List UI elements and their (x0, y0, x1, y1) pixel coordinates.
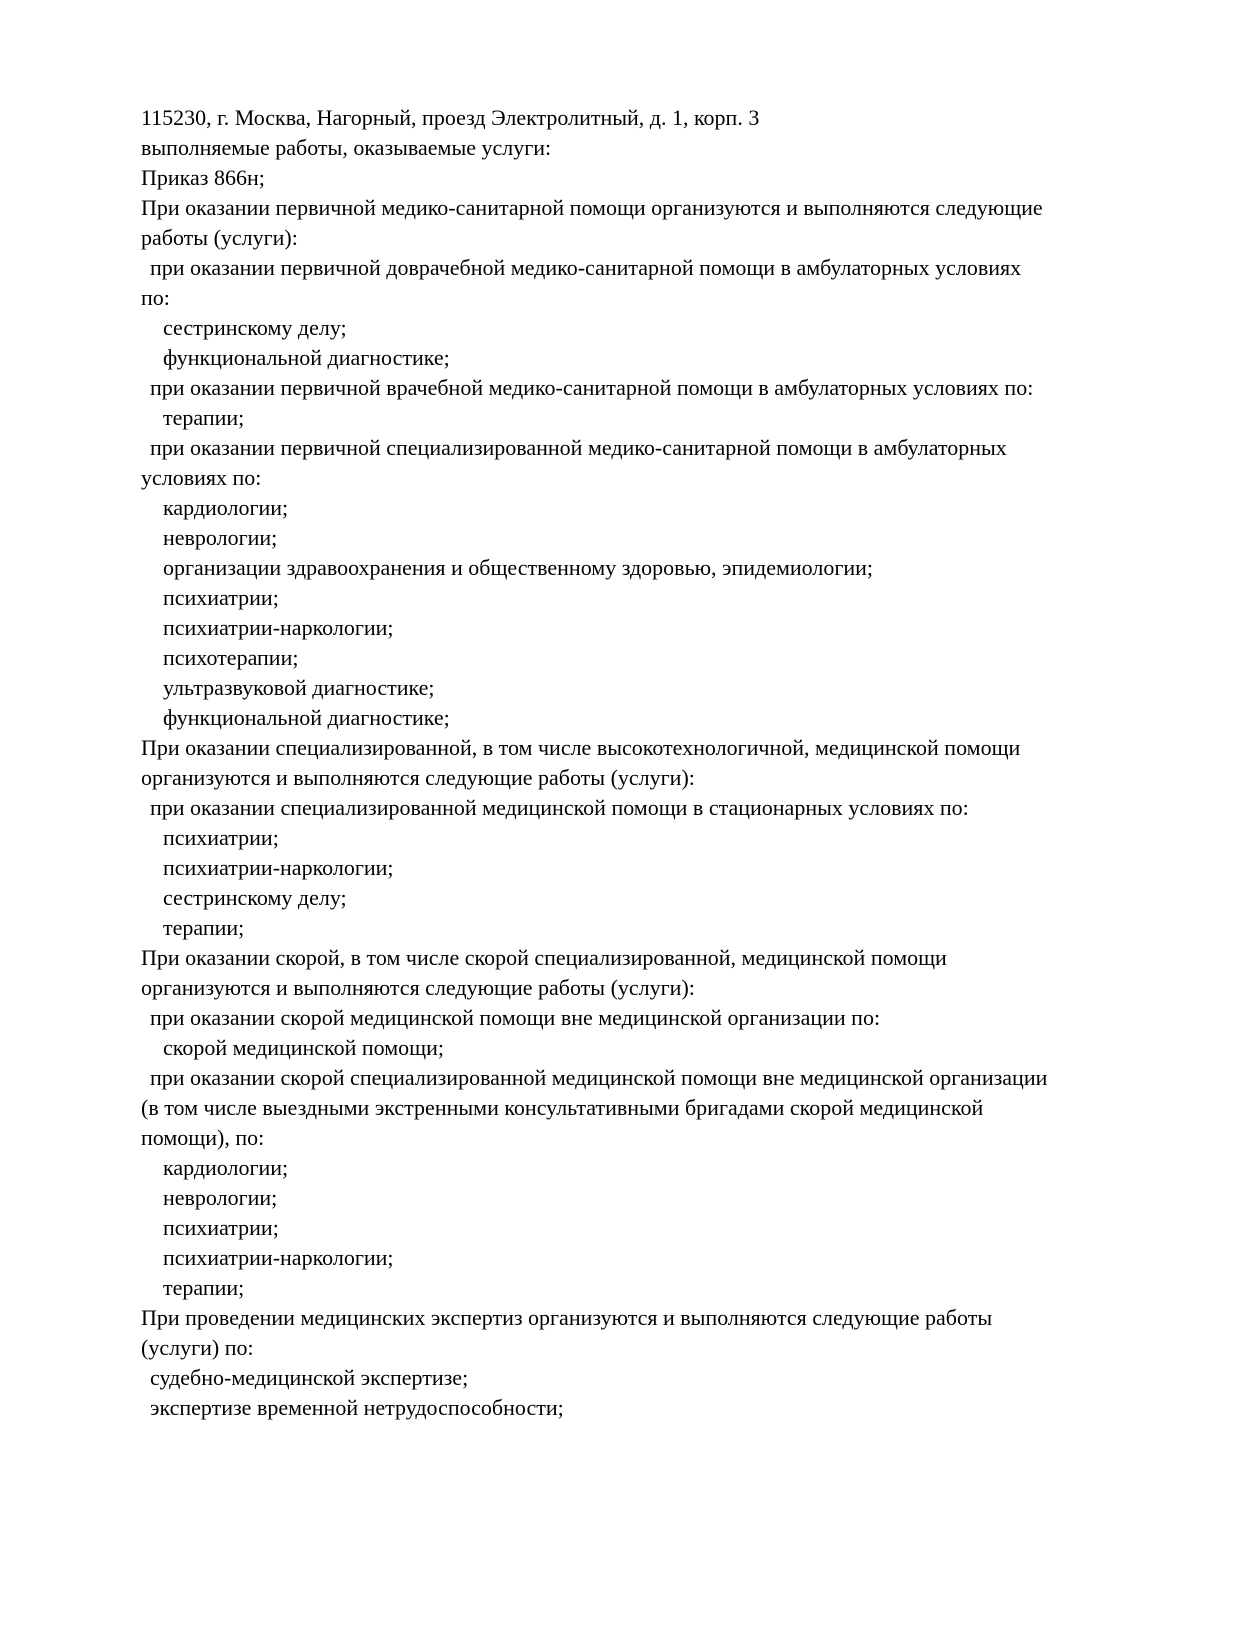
text-line: работы (услуги): (141, 225, 298, 250)
text-line: психиатрии; (163, 1215, 279, 1240)
text-line: психиатрии-наркологии; (163, 855, 394, 880)
text-line: психиатрии-наркологии; (163, 615, 394, 640)
text-line: терапии; (163, 405, 245, 430)
text-line: кардиологии; (163, 495, 289, 520)
text-line: при оказании первичной специализированной медико-санитарной помощи в амбулаторных (150, 435, 1007, 460)
text-line: при оказании специализированной медицинской помощи в стационарных условиях по: (150, 795, 969, 820)
text-line: экспертизе временной нетрудоспособности; (150, 1395, 564, 1420)
text-line: скорой медицинской помощи; (163, 1035, 445, 1060)
text-line: при оказании скорой специализированной медицинской помощи вне медицинской организации (150, 1065, 1048, 1090)
text-line: психиатрии; (163, 825, 279, 850)
text-line: терапии; (163, 915, 245, 940)
text-line: При оказании скорой, в том числе скорой специализированной, медицинской помощи (141, 945, 947, 970)
text-line: (услуги) по: (141, 1335, 254, 1360)
text-line: психиатрии; (163, 585, 279, 610)
text-line: помощи), по: (141, 1125, 265, 1150)
text-line: организуются и выполняются следующие работы (услуги): (141, 765, 695, 790)
text-line: При оказании первичной медико-санитарной помощи организуются и выполняются следующие (141, 195, 1043, 220)
text-line: по: (141, 285, 170, 310)
text-line: условиях по: (141, 465, 262, 490)
text-line: Приказ 866н; (141, 165, 265, 190)
text-line: организации здравоохранения и общественному здоровью, эпидемиологии; (163, 555, 874, 580)
text-line: 115230, г. Москва, Нагорный, проезд Электролитный, д. 1, корп. 3 (141, 105, 760, 130)
text-line: ультразвуковой диагностике; (163, 675, 435, 700)
text-line: кардиологии; (163, 1155, 289, 1180)
license-works-text (141, 103, 1131, 1423)
text-line: сестринскому делу; (163, 315, 347, 340)
text-line: при оказании первичной доврачебной медико-санитарной помощи в амбулаторных условиях (150, 255, 1022, 280)
text-line: психиатрии-наркологии; (163, 1245, 394, 1270)
text-line: неврологии; (163, 525, 278, 550)
text-line: (в том числе выездными экстренными консультативными бригадами скорой медицинской (141, 1095, 984, 1120)
text-line: неврологии; (163, 1185, 278, 1210)
text-line: сестринскому делу; (163, 885, 347, 910)
text-line: При оказании специализированной, в том числе высокотехнологичной, медицинской помощи (141, 735, 1021, 760)
text-line: при оказании первичной врачебной медико-санитарной помощи в амбулаторных условиях по: (150, 375, 1034, 400)
text-line: выполняемые работы, оказываемые услуги: (141, 135, 552, 160)
text-line: терапии; (163, 1275, 245, 1300)
text-line: При проведении медицинских экспертиз организуются и выполняются следующие работы (141, 1305, 993, 1330)
text-line: функциональной диагностике; (163, 345, 450, 370)
text-line: функциональной диагностике; (163, 705, 450, 730)
text-line: организуются и выполняются следующие работы (услуги): (141, 975, 695, 1000)
text-line: судебно-медицинской экспертизе; (150, 1365, 469, 1390)
text-line: при оказании скорой медицинской помощи вне медицинской организации по: (150, 1005, 881, 1030)
text-line: психотерапии; (163, 645, 299, 670)
